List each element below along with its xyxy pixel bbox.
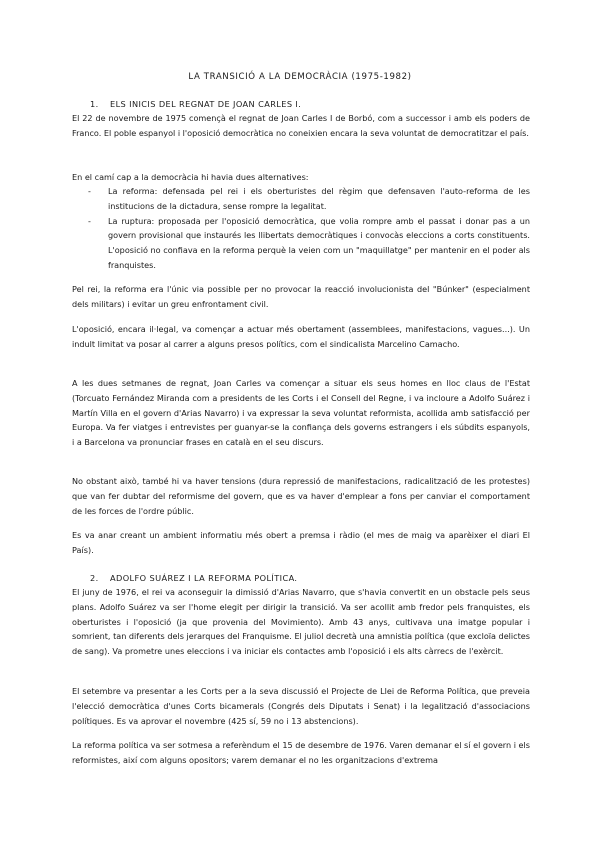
section-heading-text: ADOLFO SUÁREZ I LA REFORMA POLÍTICA. bbox=[110, 573, 298, 583]
list-item: - La reforma: defensada pel rei i els oberturistes del règim que defensaven l'auto-reforma de les institucions de la dictadura, sense rompre la legalitat. bbox=[88, 186, 530, 211]
paragraph: A les dues setmanes de regnat, Joan Carles va començar a situar els seus homes en lloc claus de l'Estat (Torcuato Fernández Miranda com a presidents de les Corts i el Consell del Regne, i va incloure a Adolfo Suárez i Martín Villa en el govern d'Arias Navarro) i va expressar la seva voluntat reformista, acollida amb satisfacció per Europa. Va fer viatges i entrevistes per guanyar-se la confiança dels governs estrangers i els súbdits espanyols, i a Barcelona va pronunciar frases en català en el seu discurs. bbox=[72, 378, 530, 448]
paragraph: Es va anar creant un ambient informatiu més obert a premsa i ràdio (el mes de maig va aparèixer el diari El País). bbox=[72, 530, 530, 555]
alternatives-list bbox=[88, 184, 530, 273]
bullet-dash: - bbox=[88, 186, 91, 196]
section-number: 2. bbox=[90, 573, 99, 583]
section-number: 1. bbox=[90, 99, 99, 109]
list-item: - La ruptura: proposada per l'oposició democràtica, que volia rompre amb el passat i donar pas a un govern provisional que instaurés les llibertats democràtiques i convocàs eleccions a corts constituents. L'oposició no confiava en la reforma perquè la veien com un "maquillatge" per mantenir en el poder als franquistes. bbox=[88, 215, 530, 270]
document-title: LA TRANSICIÓ A LA DEMOCRÀCIA (1975-1982) bbox=[188, 72, 412, 82]
paragraph: El setembre va presentar a les Corts per a la seva discussió el Projecte de Llei de Reforma Política, que preveia l'elecció democràtica d'unes Corts bicamerals (Congrés dels Diputats i Senat) i la legalització d'associacions polítiques. Es va aprovar el novembre (425 sí, 59 no i 13 abstencions). bbox=[72, 686, 530, 726]
paragraph: El juny de 1976, el rei va aconseguir la dimissió d'Arias Navarro, que s'havia convertit en un obstacle pels seus plans. Adolfo Suárez va ser l'home elegit per dirigir la transició. Va ser acollit amb fredor pels franquistes, els oberturistes i l'oposició (ja que provenia del Movimiento). Amb 43 anys, cultivava una imatge popular i somrient, tan diferents dels jerarques del Franquisme. El juliol decretà una amnistia política (que excloïa delictes de sang). Va prometre unes eleccions i va iniciar els contactes amb l'oposició i els alts càrrecs de l'exèrcit. bbox=[72, 587, 530, 657]
paragraph: La reforma política va ser sotmesa a referèndum el 15 de desembre de 1976. Varen demanar el sí el govern i els reformistes, així com alguns opositors; varem demanar el no les organitzacions d'extrema bbox=[72, 740, 530, 765]
paragraph: Pel rei, la reforma era l'únic via possible per no provocar la reacció involucionista del "Búnker" (especialment dels militars) i evitar un greu enfrontament civil. bbox=[72, 284, 530, 309]
section-heading-1 bbox=[90, 99, 301, 109]
bullet-dash: - bbox=[88, 215, 91, 226]
section-heading-text: ELS INICIS DEL REGNAT DE JOAN CARLES I. bbox=[110, 99, 302, 109]
paragraph: En el camí cap a la democràcia hi havia dues alternatives: bbox=[72, 172, 309, 182]
paragraph: No obstant això, també hi va haver tensions (dura repressió de manifestacions, radicalització de les protestes) que van fer dubtar del reformisme del govern, que es va haver d'emplear a fons per canviar el comportament de les forces de l'ordre públic. bbox=[72, 476, 530, 516]
paragraph: El 22 de novembre de 1975 començà el regnat de Joan Carles I de Borbó, com a successor i amb els poders de Franco. El poble espanyol i l'oposició democràtica no coneixien encara la seva voluntat de democratitzar el país. bbox=[72, 113, 530, 138]
section-heading-2 bbox=[90, 573, 297, 583]
paragraph: L'oposició, encara il·legal, va començar a actuar més obertament (assemblees, manifestacions, vagues...). Un indult limitat va posar al carrer a alguns presos polítics, com el sindicalista Marcelino Camacho. bbox=[72, 324, 530, 349]
